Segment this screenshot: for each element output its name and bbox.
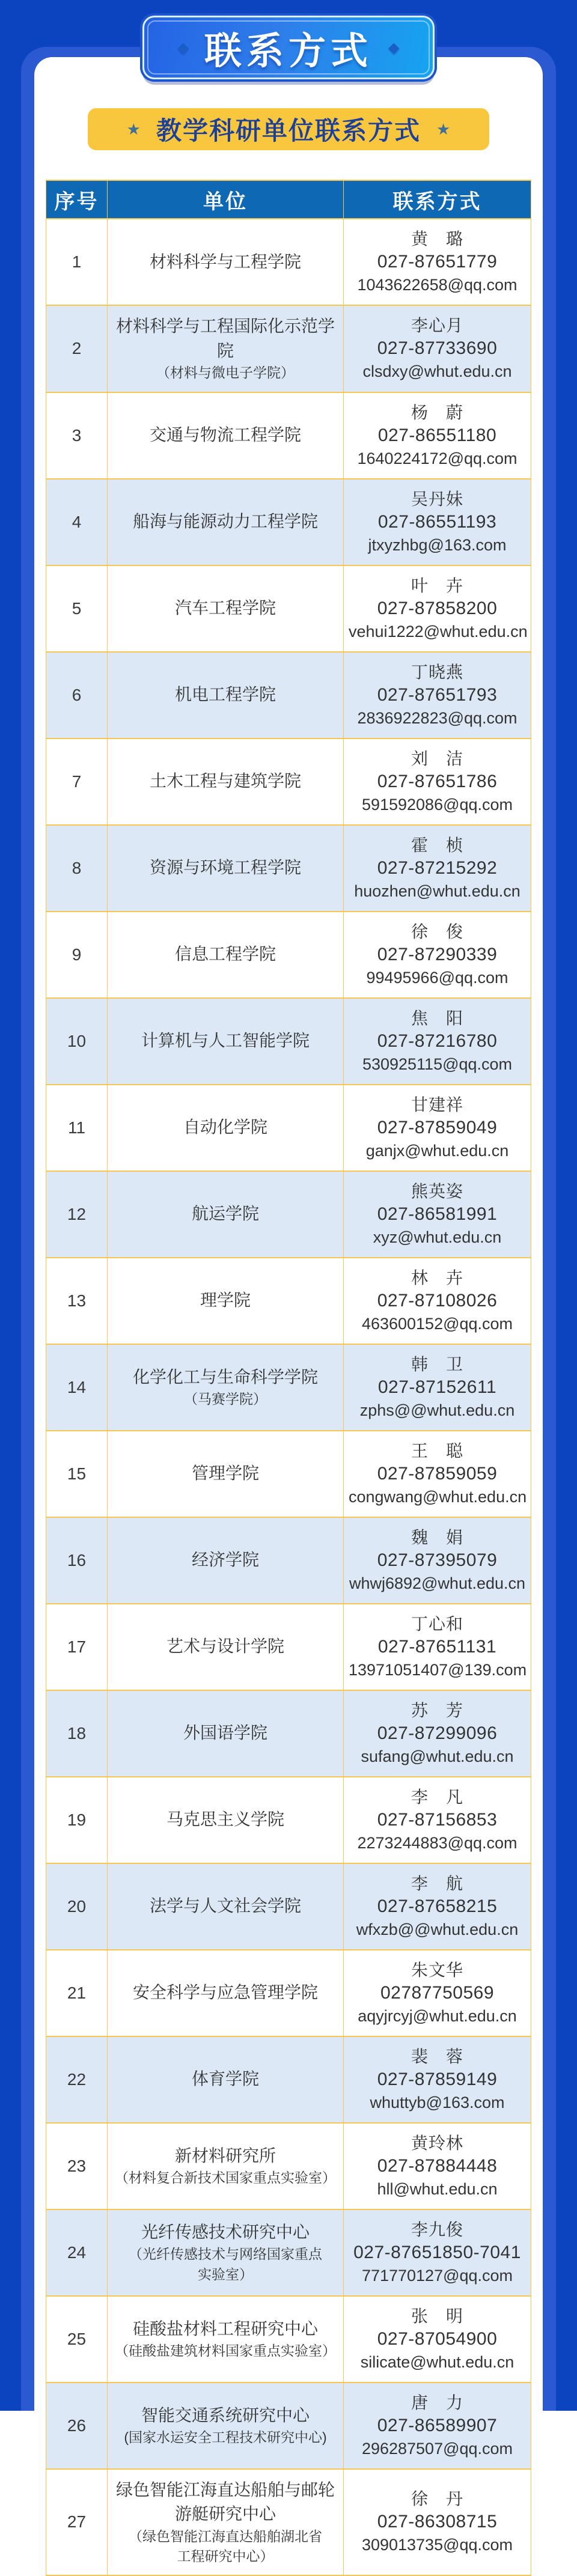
unit-cell: 经济学院: [108, 1517, 344, 1604]
contact-phone: 027-87859049: [377, 1117, 498, 1137]
contact-email: 2836922823@qq.com: [357, 708, 517, 727]
unit-cell: 计算机与人工智能学院: [108, 998, 344, 1085]
contact-phone: 027-87299096: [377, 1723, 498, 1743]
table-row: [46, 1777, 531, 1863]
contact-name: 黄玲林: [411, 2133, 463, 2152]
row-number: 17: [46, 1604, 108, 1690]
contact-email: congwang@whut.edu.cn: [349, 1487, 527, 1506]
unit-cell: 航运学院: [108, 1171, 344, 1258]
contact-name: 吴丹妹: [411, 489, 463, 508]
table-header-row: [46, 180, 531, 219]
contact-name: 李 凡: [411, 1787, 463, 1806]
contact-cell: [344, 565, 531, 652]
contact-cell: [344, 1950, 531, 2036]
unit-cell: 外国语学院: [108, 1690, 344, 1777]
table-row: [46, 1085, 531, 1171]
contact-phone: 027-86551193: [377, 511, 497, 532]
table-row: [46, 565, 531, 652]
contact-phone: 027-86308715: [377, 2512, 498, 2532]
row-number: 15: [46, 1431, 108, 1517]
contact-name: 甘建祥: [411, 1095, 463, 1114]
contact-cell: [344, 2383, 531, 2469]
table-row: [46, 1431, 531, 1517]
contact-email: 309013735@qq.com: [361, 2536, 513, 2554]
contact-email: aqyjrcyj@whut.edu.cn: [358, 2006, 517, 2025]
row-number: 27: [46, 2469, 108, 2576]
contact-phone: 027-86581991: [377, 1204, 498, 1224]
contact-email: huozhen@whut.edu.cn: [354, 882, 521, 900]
unit-cell: 交通与物流工程学院: [108, 392, 344, 479]
contact-phone: 027-87651779: [377, 252, 498, 272]
row-number: 12: [46, 1171, 108, 1258]
unit-cell: 船海与能源动力工程学院: [108, 479, 344, 565]
contact-phone: 027-87156853: [377, 1809, 498, 1830]
contact-phone: 027-87152611: [377, 1377, 497, 1397]
contact-name: 魏 娟: [411, 1527, 463, 1547]
row-number: 20: [46, 1863, 108, 1950]
contact-cell: [344, 1344, 531, 1431]
contact-phone: 027-87884448: [377, 2155, 498, 2176]
table-row: [46, 1950, 531, 2036]
col-header-no: 序号: [46, 180, 108, 219]
section-title-band: [88, 108, 489, 150]
unit-cell: 硅酸盐材料工程研究中心 （硅酸盐建筑材料国家重点实验室）: [108, 2296, 344, 2383]
contact-email: 463600152@qq.com: [361, 1314, 513, 1333]
table-row: [46, 738, 531, 825]
contact-email: 591592086@qq.com: [361, 795, 513, 814]
contact-email: silicate@whut.edu.cn: [360, 2352, 514, 2371]
contact-email: 530925115@qq.com: [362, 1055, 513, 1073]
row-number: 8: [46, 825, 108, 912]
table-row: [46, 998, 531, 1085]
contact-table: [46, 180, 531, 2576]
contact-cell: [344, 2469, 531, 2576]
contact-name: 刘 洁: [411, 749, 463, 768]
contact-name: 唐 力: [411, 2393, 463, 2412]
table-row: [46, 219, 531, 305]
contact-cell: [344, 1258, 531, 1344]
contact-email: 296287507@qq.com: [361, 2439, 513, 2458]
unit-cell: 艺术与设计学院: [108, 1604, 344, 1690]
contact-phone: 027-87859059: [377, 1463, 498, 1484]
row-number: 19: [46, 1777, 108, 1863]
contact-name: 林 卉: [411, 1268, 463, 1287]
contact-phone: 027-87215292: [377, 857, 498, 878]
contact-email: clsdxy@whut.edu.cn: [362, 362, 512, 381]
contact-email: 99495966@qq.com: [366, 968, 508, 987]
contact-name: 李九俊: [411, 2220, 463, 2239]
unit-cell: 土木工程与建筑学院: [108, 738, 344, 825]
table-row: [46, 2036, 531, 2123]
table-row: [46, 912, 531, 998]
contact-email: 1640224172@qq.com: [357, 449, 517, 467]
contact-name: 杨 蔚: [411, 403, 463, 422]
unit-cell: 绿色智能江海直达船舶与邮轮 游艇研究中心 （绿色智能江海直达船舶湖北省 工程研究中心）: [108, 2469, 344, 2576]
contact-cell: [344, 738, 531, 825]
contact-name: 裴 蓉: [411, 2047, 463, 2066]
contact-email: xyz@whut.edu.cn: [373, 1228, 502, 1246]
row-number: 13: [46, 1258, 108, 1344]
contact-email: 13971051407@139.com: [349, 1660, 527, 1679]
row-number: 5: [46, 565, 108, 652]
unit-cell: 汽车工程学院: [108, 565, 344, 652]
contact-phone: 027-86589907: [377, 2415, 498, 2435]
table-row: [46, 2209, 531, 2296]
contact-name: 徐 丹: [411, 2489, 463, 2509]
contact-cell: [344, 2123, 531, 2209]
unit-cell: 安全科学与应急管理学院: [108, 1950, 344, 2036]
row-number: 16: [46, 1517, 108, 1604]
table-row: [46, 479, 531, 565]
contact-phone: 027-87290339: [377, 944, 498, 964]
table-row: [46, 2469, 531, 2576]
contact-name: 王 聪: [411, 1441, 463, 1460]
contact-cell: [344, 1431, 531, 1517]
col-header-unit: 单位: [108, 180, 344, 219]
contact-name: 韩 卫: [411, 1354, 463, 1374]
row-number: 22: [46, 2036, 108, 2123]
row-number: 26: [46, 2383, 108, 2469]
contact-name: 朱文华: [411, 1960, 463, 1979]
contact-email: vehui1222@whut.edu.cn: [349, 622, 528, 641]
unit-cell: 自动化学院: [108, 1085, 344, 1171]
banner-title: 联系方式: [204, 30, 373, 72]
table-row: [46, 1690, 531, 1777]
contact-phone: 027-87658215: [377, 1896, 498, 1916]
contact-name: 熊英姿: [411, 1181, 463, 1201]
contact-cell: [344, 1085, 531, 1171]
contact-email: sufang@whut.edu.cn: [361, 1747, 514, 1765]
row-number: 3: [46, 392, 108, 479]
contact-cell: [344, 392, 531, 479]
contact-phone: 027-87651131: [377, 1636, 497, 1657]
unit-cell: 智能交通系统研究中心 (国家水运安全工程技术研究中心): [108, 2383, 344, 2469]
table-row: [46, 392, 531, 479]
contact-email: whwj6892@whut.edu.cn: [349, 1574, 526, 1592]
table-row: [46, 1517, 531, 1604]
unit-cell: 体育学院: [108, 2036, 344, 2123]
unit-cell: 资源与环境工程学院: [108, 825, 344, 912]
contact-phone: 02787750569: [380, 1982, 495, 2003]
contact-cell: [344, 1517, 531, 1604]
unit-cell: 机电工程学院: [108, 652, 344, 738]
unit-cell: 马克思主义学院: [108, 1777, 344, 1863]
star-icon: ★: [126, 120, 141, 138]
diamond-icon: ◆: [388, 39, 400, 56]
table-row: [46, 1863, 531, 1950]
contact-cell: [344, 825, 531, 912]
table-row: [46, 2296, 531, 2383]
row-number: 18: [46, 1690, 108, 1777]
contact-name: 叶 卉: [411, 576, 463, 595]
contact-email: ganjx@whut.edu.cn: [365, 1141, 509, 1160]
contact-phone: 027-87216780: [377, 1031, 498, 1051]
diamond-icon: ◆: [177, 39, 189, 56]
table-row: [46, 652, 531, 738]
contact-email: 1043622658@qq.com: [357, 276, 517, 294]
contact-phone: 027-87054900: [377, 2328, 498, 2349]
contact-cell: [344, 652, 531, 738]
contact-name: 李 航: [411, 1874, 463, 1893]
unit-cell: 新材料研究所 （材料复合新技术国家重点实验室）: [108, 2123, 344, 2209]
table-row: [46, 825, 531, 912]
contact-email: zphs@@whut.edu.cn: [359, 1401, 515, 1419]
contact-phone: 027-87108026: [377, 1290, 498, 1311]
contact-cell: [344, 1863, 531, 1950]
row-number: 1: [46, 219, 108, 305]
contact-cell: [344, 1171, 531, 1258]
table-row: [46, 2123, 531, 2209]
row-number: 7: [46, 738, 108, 825]
star-icon: ★: [436, 120, 451, 138]
section-title: 教学科研单位联系方式: [156, 117, 421, 145]
table-row: [46, 1344, 531, 1431]
contact-cell: [344, 912, 531, 998]
contact-name: 丁晓燕: [411, 662, 463, 681]
contact-email: 2273244883@qq.com: [357, 1833, 517, 1852]
table-row: [46, 1258, 531, 1344]
row-number: 9: [46, 912, 108, 998]
unit-cell: 理学院: [108, 1258, 344, 1344]
unit-cell: 材料科学与工程学院: [108, 219, 344, 305]
contact-cell: [344, 1690, 531, 1777]
contact-cell: [344, 305, 531, 392]
contact-cell: [344, 479, 531, 565]
contact-cell: [344, 998, 531, 1085]
row-number: 11: [46, 1085, 108, 1171]
row-number: 10: [46, 998, 108, 1085]
title-banner: [142, 16, 435, 79]
contact-cell: [344, 2209, 531, 2296]
row-number: 24: [46, 2209, 108, 2296]
row-number: 21: [46, 1950, 108, 2036]
contact-phone: 027-87651850-7041: [353, 2242, 521, 2262]
row-number: 25: [46, 2296, 108, 2383]
contact-cell: [344, 2036, 531, 2123]
contact-name: 张 明: [411, 2306, 463, 2325]
contact-name: 苏 芳: [411, 1701, 463, 1720]
table-row: [46, 1171, 531, 1258]
contact-email: hll@whut.edu.cn: [377, 2179, 498, 2198]
contact-name: 徐 俊: [411, 922, 463, 941]
contact-email: 771770127@qq.com: [361, 2266, 513, 2285]
row-number: 6: [46, 652, 108, 738]
contact-name: 焦 阳: [411, 1008, 463, 1028]
contact-cell: [344, 219, 531, 305]
contact-name: 霍 桢: [411, 835, 463, 854]
contact-phone: 027-87858200: [377, 598, 498, 618]
contact-name: 李心月: [411, 316, 463, 335]
unit-cell: 管理学院: [108, 1431, 344, 1517]
contact-cell: [344, 1777, 531, 1863]
contact-cell: [344, 2296, 531, 2383]
contact-cell: [344, 1604, 531, 1690]
table-row: [46, 305, 531, 392]
col-header-contact: 联系方式: [344, 180, 531, 219]
unit-cell: 光纤传感技术研究中心 （光纤传感技术与网络国家重点 实验室）: [108, 2209, 344, 2296]
table-row: [46, 1604, 531, 1690]
contact-phone: 027-87651786: [377, 771, 498, 791]
table-row: [46, 2383, 531, 2469]
contact-phone: 027-86551180: [377, 425, 497, 445]
row-number: 2: [46, 305, 108, 392]
contact-phone: 027-87651793: [377, 684, 498, 705]
contact-phone: 027-87395079: [377, 1550, 498, 1570]
contact-phone: 027-87859149: [377, 2069, 498, 2089]
card-content: [0, 57, 577, 2576]
row-number: 23: [46, 2123, 108, 2209]
contact-name: 丁心和: [411, 1614, 463, 1633]
contact-email: jtxyzhbg@163.com: [368, 535, 507, 554]
contact-phone: 027-87733690: [377, 338, 498, 359]
contact-email: wfxzb@@whut.edu.cn: [356, 1920, 519, 1938]
unit-cell: 法学与人文社会学院: [108, 1863, 344, 1950]
row-number: 14: [46, 1344, 108, 1431]
unit-cell: 化学化工与生命科学学院 （马赛学院）: [108, 1344, 344, 1431]
contact-email: whuttyb@163.com: [370, 2093, 505, 2112]
unit-cell: 信息工程学院: [108, 912, 344, 998]
unit-cell: 材料科学与工程国际化示范学院 （材料与微电子学院）: [108, 305, 344, 392]
contact-name: 黄 璐: [411, 230, 463, 248]
row-number: 4: [46, 479, 108, 565]
